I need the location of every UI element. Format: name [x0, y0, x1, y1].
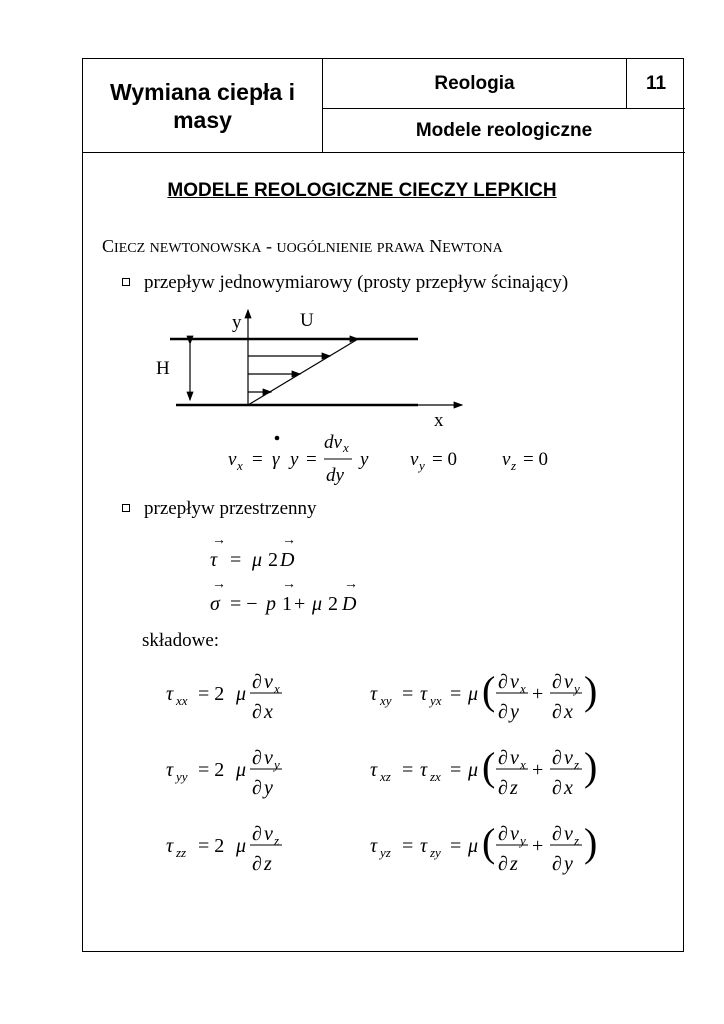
svg-text:x: x — [520, 757, 526, 772]
topic-title: Modele reologiczne — [323, 109, 685, 153]
svg-text:τ: τ — [166, 835, 174, 857]
svg-text:τ: τ — [370, 683, 378, 705]
svg-text:μ: μ — [236, 835, 247, 857]
x-label: x — [434, 410, 444, 431]
svg-text:z: z — [574, 757, 580, 772]
svg-text:x: x — [564, 701, 573, 723]
svg-text:τ: τ — [210, 549, 218, 571]
svg-text:D: D — [342, 593, 357, 615]
svg-text:yz: yz — [380, 845, 391, 860]
svg-text:= 2: = 2 — [198, 835, 225, 857]
svg-text:∂: ∂ — [252, 823, 262, 845]
svg-text:xy: xy — [380, 693, 392, 708]
svg-text:v: v — [564, 671, 573, 693]
svg-text:= 2: = 2 — [198, 759, 225, 781]
svg-text:=: = — [402, 835, 414, 857]
svg-text:μ: μ — [236, 683, 247, 705]
svg-text:μ: μ — [236, 759, 247, 781]
tau-xy-equation — [370, 668, 597, 723]
svg-text:xx: xx — [176, 693, 188, 708]
bullet-square-icon — [122, 278, 130, 286]
svg-text:→: → — [344, 577, 358, 592]
svg-text:dy: dy — [326, 465, 344, 486]
svg-text:∂: ∂ — [498, 747, 508, 769]
svg-text:y: y — [510, 701, 519, 723]
svg-text:τ: τ — [370, 835, 378, 857]
svg-text:v: v — [502, 449, 511, 470]
svg-text:τ: τ — [166, 759, 174, 781]
svg-text:τ: τ — [420, 683, 428, 705]
svg-text:z: z — [574, 833, 580, 848]
equation-1d-velocity — [220, 430, 590, 488]
svg-text:μ: μ — [468, 835, 479, 857]
svg-text:∂: ∂ — [252, 747, 262, 769]
svg-text:v: v — [510, 823, 519, 845]
svg-text:z: z — [510, 853, 518, 875]
svg-text:x: x — [274, 681, 280, 696]
svg-text:=: = — [450, 759, 462, 781]
svg-text:τ: τ — [370, 759, 378, 781]
tau-xz-equation — [370, 744, 597, 799]
svg-text:∂: ∂ — [252, 701, 262, 723]
svg-text:∂: ∂ — [552, 853, 562, 875]
svg-text:∂: ∂ — [252, 671, 262, 693]
svg-text:∂: ∂ — [498, 701, 508, 723]
svg-text:(: ( — [482, 668, 496, 713]
svg-text:→: → — [212, 577, 226, 592]
svg-text:= −: = − — [230, 593, 258, 615]
svg-text:z: z — [264, 853, 272, 875]
svg-text:=: = — [402, 759, 414, 781]
bullet-3d-flow — [122, 498, 317, 520]
svg-text:τ: τ — [166, 683, 174, 705]
svg-text:dv: dv — [324, 432, 342, 453]
svg-text:z: z — [511, 458, 517, 473]
svg-text:=: = — [230, 549, 242, 571]
svg-text:v: v — [228, 449, 237, 470]
svg-text:μ: μ — [312, 593, 323, 615]
svg-text:x: x — [264, 701, 273, 723]
svg-text:∂: ∂ — [498, 777, 508, 799]
tau-yy-equation — [166, 747, 282, 799]
svg-text:D: D — [280, 549, 295, 571]
svg-text:x: x — [237, 458, 243, 473]
svg-text:xz: xz — [380, 769, 391, 784]
svg-text:∂: ∂ — [498, 853, 508, 875]
svg-text:τ: τ — [420, 759, 428, 781]
bullet-3d-text: przepływ przestrzenny — [144, 498, 317, 519]
svg-text:∂: ∂ — [552, 701, 562, 723]
bullet-1d-flow — [122, 272, 568, 294]
section-subheading — [102, 236, 503, 257]
svg-text:y: y — [520, 833, 526, 848]
svg-text:γ: γ — [272, 449, 280, 470]
svg-text:=: = — [450, 835, 462, 857]
svg-text:=: = — [402, 683, 414, 705]
svg-text:= 2: = 2 — [198, 683, 225, 705]
svg-text:∂: ∂ — [498, 823, 508, 845]
svg-text:+: + — [532, 683, 544, 705]
svg-text:→: → — [282, 577, 296, 592]
course-title: Wymiana ciepła i masy — [83, 59, 323, 153]
svg-text:μ: μ — [252, 549, 263, 571]
h-label: H — [156, 358, 170, 379]
equation-tensor — [200, 530, 400, 620]
svg-text:p: p — [266, 593, 276, 615]
svg-text:y: y — [264, 777, 273, 799]
svg-text:x: x — [520, 681, 526, 696]
svg-text:v: v — [410, 449, 419, 470]
svg-text:y: y — [274, 757, 280, 772]
svg-text:y: y — [290, 449, 299, 470]
svg-text:(: ( — [482, 820, 496, 865]
svg-text:yy: yy — [176, 769, 188, 784]
tau-zz-equation — [166, 823, 282, 875]
svg-text:v: v — [510, 747, 519, 769]
svg-text:→: → — [212, 533, 226, 548]
svg-text:zx: zx — [430, 769, 441, 784]
svg-text:y: y — [419, 458, 425, 473]
svg-text:∂: ∂ — [498, 671, 508, 693]
svg-text:=: = — [306, 449, 317, 470]
svg-text:zy: zy — [430, 845, 441, 860]
y-label: y — [232, 312, 242, 333]
svg-text:2: 2 — [328, 593, 338, 615]
svg-text:yx: yx — [430, 693, 442, 708]
velocity-profile-line — [248, 339, 358, 405]
svg-text:→: → — [282, 533, 296, 548]
components-label: składowe: — [142, 630, 220, 651]
svg-text:τ: τ — [420, 835, 428, 857]
svg-text:∂: ∂ — [252, 853, 262, 875]
svg-text:+: + — [294, 593, 306, 615]
svg-text:x: x — [343, 440, 349, 455]
svg-text:σ: σ — [210, 593, 220, 615]
svg-text:v: v — [564, 823, 573, 845]
svg-text:z: z — [510, 777, 518, 799]
svg-text:= 0: = 0 — [523, 449, 548, 470]
svg-text:2: 2 — [268, 549, 278, 571]
svg-text:1: 1 — [282, 593, 292, 615]
svg-text:∂: ∂ — [552, 823, 562, 845]
svg-text:μ: μ — [468, 683, 479, 705]
svg-text:v: v — [510, 671, 519, 693]
svg-text:+: + — [532, 835, 544, 857]
svg-text:v: v — [264, 671, 273, 693]
stress-components — [160, 660, 600, 880]
svg-text:= 0: = 0 — [432, 449, 457, 470]
svg-text:v: v — [264, 747, 273, 769]
svg-text:x: x — [564, 777, 573, 799]
tau-yz-equation — [370, 820, 597, 875]
svg-text:): ) — [584, 668, 598, 713]
svg-text:v: v — [564, 747, 573, 769]
svg-text:y: y — [564, 853, 573, 875]
svg-text:(: ( — [482, 744, 496, 789]
svg-text:=: = — [450, 683, 462, 705]
tau-xx-equation — [166, 671, 282, 723]
bullet-square-icon — [122, 504, 130, 512]
page-number: 11 — [627, 59, 685, 109]
section-title: Reologia — [323, 59, 627, 109]
svg-text:μ: μ — [468, 759, 479, 781]
svg-text:): ) — [584, 820, 598, 865]
page-title: MODELE REOLOGICZNE CIECZY LEPKICH — [167, 180, 557, 201]
svg-text:∂: ∂ — [252, 777, 262, 799]
svg-text:v: v — [264, 823, 273, 845]
bullet-1d-text: przepływ jednowymiarowy (prosty przepływ ścinający) — [144, 272, 569, 293]
svg-text:z: z — [274, 833, 280, 848]
svg-text:zz: zz — [176, 845, 187, 860]
svg-text:): ) — [584, 744, 598, 789]
shear-flow-diagram — [140, 304, 480, 432]
svg-text:+: + — [532, 759, 544, 781]
svg-text:∂: ∂ — [552, 671, 562, 693]
svg-text:=: = — [252, 449, 263, 470]
svg-text:y: y — [574, 681, 580, 696]
svg-text:y: y — [360, 449, 369, 470]
svg-text:∂: ∂ — [552, 777, 562, 799]
subheading-text: CIECZ NEWTONOWSKA - UOGÓLNIENIE PRAWA NEWTONA — [102, 236, 503, 256]
u-label: U — [300, 310, 314, 331]
svg-text:∂: ∂ — [552, 747, 562, 769]
